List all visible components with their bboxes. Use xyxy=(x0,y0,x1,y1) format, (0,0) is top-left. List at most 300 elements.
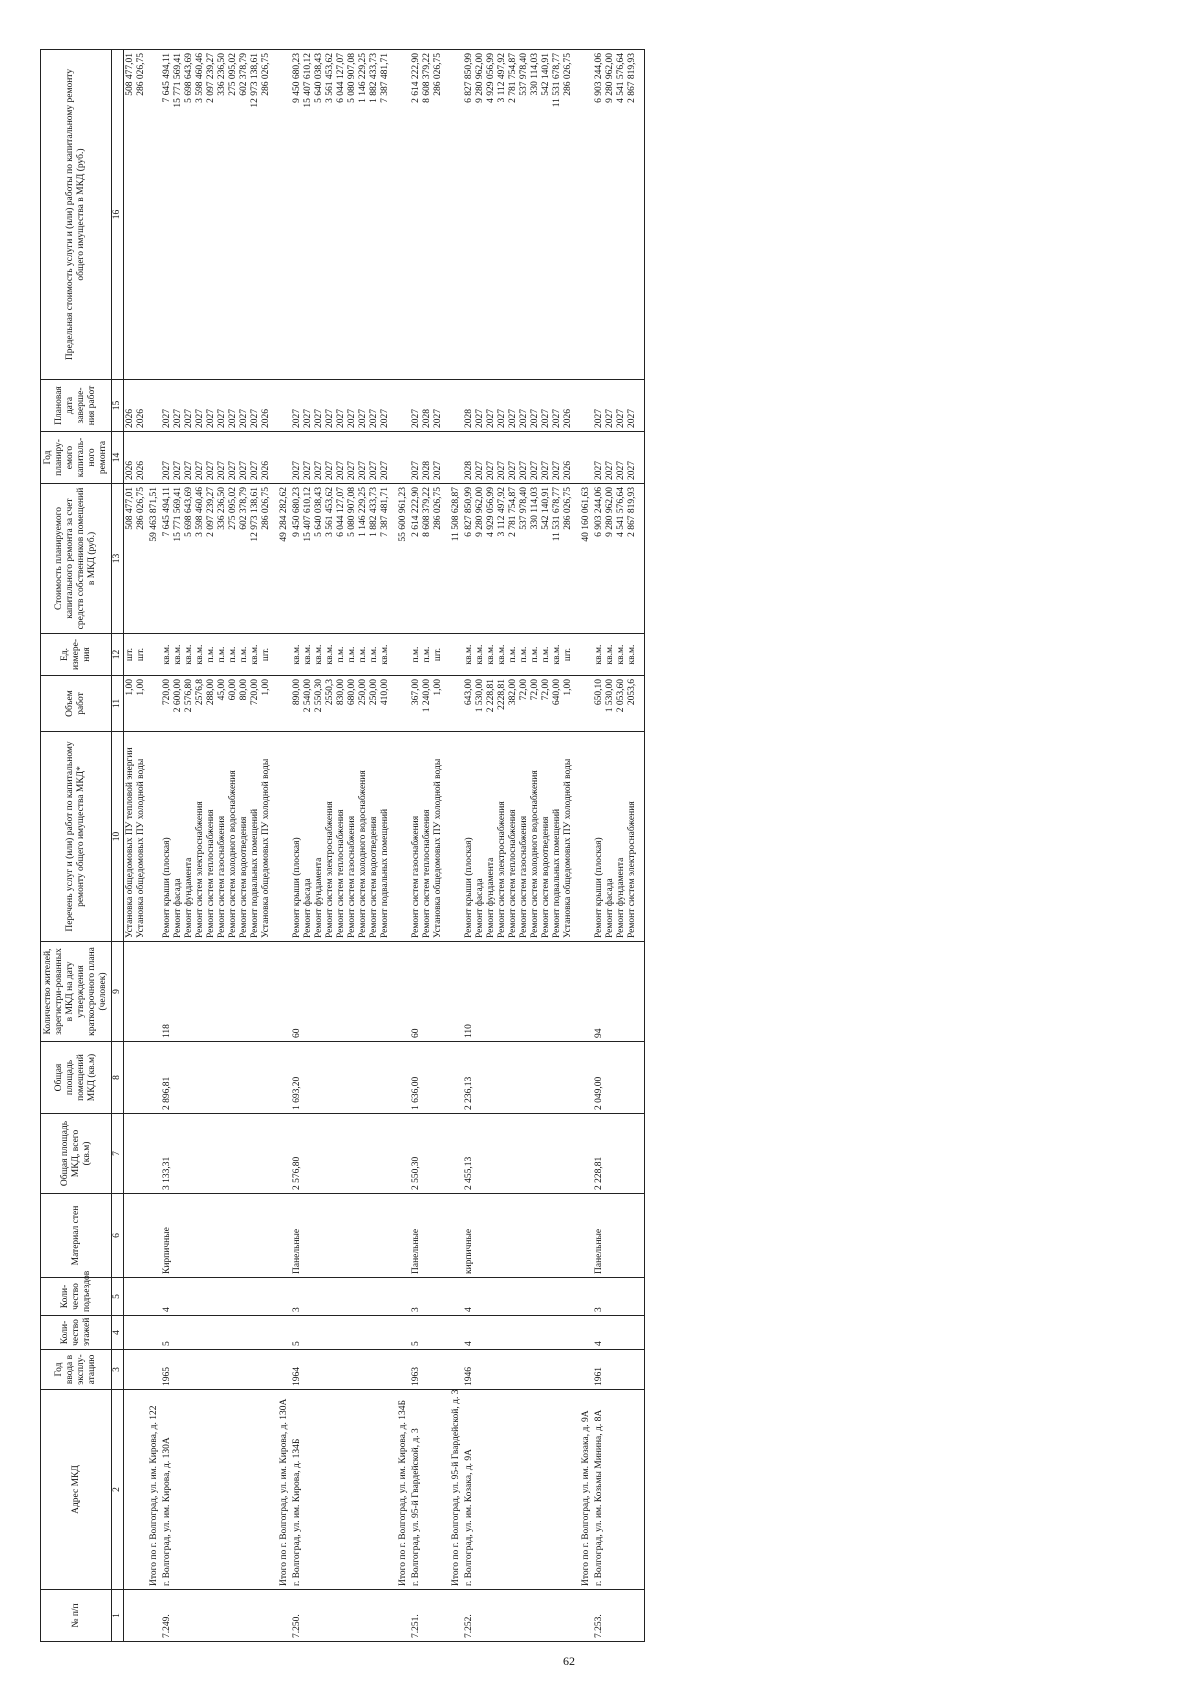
work-name: Ремонт крыши (плоская) xyxy=(162,837,172,938)
object-residents: 60 xyxy=(292,1028,302,1038)
work-unit: п.м. xyxy=(206,646,216,663)
work-year: 2027 xyxy=(594,461,604,480)
work-name: Ремонт фасада xyxy=(303,878,313,938)
work-cost: 5 080 907,08 xyxy=(347,487,357,537)
work-end: 2027 xyxy=(605,409,615,428)
object-area_rooms: 2 896,81 xyxy=(162,1076,172,1110)
work-vol: 288,00 xyxy=(206,679,216,706)
header-row xyxy=(41,50,112,1642)
work-name: Ремонт систем водоотведения xyxy=(369,816,379,938)
column-header: Предельная стоимость услуги и (или) работы по капитальному ремонту общего имущества в МКД (руб.) xyxy=(41,50,112,380)
work-cost: 508 477,01 xyxy=(125,487,135,530)
work-cost: 5 698 643,69 xyxy=(184,487,194,537)
object-residents: 110 xyxy=(464,1024,474,1038)
work-max: 286 026,75 xyxy=(563,53,573,96)
work-name: Установка общедомовых ПУ тепловой энергии xyxy=(125,747,135,938)
work-max: 2 867 819,93 xyxy=(627,53,637,103)
work-end: 2027 xyxy=(475,409,485,428)
work-vol: 382,00 xyxy=(508,679,518,706)
work-vol: 680,00 xyxy=(347,679,357,706)
work-name: Ремонт систем теплоснабжения xyxy=(206,809,216,938)
work-cost: 15 771 569,41 xyxy=(173,487,183,542)
work-year: 2027 xyxy=(497,461,507,480)
work-year: 2027 xyxy=(433,461,443,480)
object-num: 7.249. xyxy=(162,1614,172,1638)
total-cost: 49 284 282,62 xyxy=(279,487,289,542)
work-max: 1 146 229,25 xyxy=(358,53,368,103)
total-label: Итого по г. Волгоград, ул. им. Кирова, д. 130А xyxy=(279,1398,289,1586)
work-year: 2027 xyxy=(616,461,626,480)
work-end: 2027 xyxy=(250,409,260,428)
work-unit: кв.м. xyxy=(292,644,302,665)
object-year_built: 1946 xyxy=(464,1367,474,1386)
work-cost: 9 450 680,23 xyxy=(292,487,302,537)
total-label: Итого по г. Волгоград, ул. им. Кирова, д. 122 xyxy=(149,1405,159,1586)
work-max: 2 097 239,27 xyxy=(206,53,216,103)
object-residents: 118 xyxy=(162,1024,172,1038)
column-header: Коли-чество подъездов xyxy=(41,1278,112,1316)
work-name: Ремонт систем водоотведения xyxy=(239,816,249,938)
work-max: 6 827 850,99 xyxy=(464,53,474,103)
column-number: 6 xyxy=(112,1194,124,1278)
work-unit: п.м. xyxy=(519,646,529,663)
work-year: 2027 xyxy=(605,461,615,480)
work-year: 2027 xyxy=(475,461,485,480)
work-end: 2027 xyxy=(616,409,626,428)
work-name: Ремонт крыши (плоская) xyxy=(464,837,474,938)
column-header: Плановая дата заверше-ния работ xyxy=(41,380,112,432)
work-unit: шт. xyxy=(136,647,146,662)
work-name: Ремонт систем холодного водоснабжения xyxy=(358,770,368,938)
work-cost: 7 387 481,71 xyxy=(380,487,390,537)
work-unit: п.м. xyxy=(217,646,227,663)
work-end: 2028 xyxy=(422,409,432,428)
object-year_built: 1961 xyxy=(594,1367,604,1386)
work-name: Ремонт подвальных помещений xyxy=(552,808,562,938)
work-vol: 45,00 xyxy=(217,679,227,701)
work-name: Ремонт систем водоотведения xyxy=(541,816,551,938)
column-number: 8 xyxy=(112,1042,124,1114)
work-vol: 2 576,80 xyxy=(184,679,194,713)
work-unit: кв.м. xyxy=(195,644,205,665)
work-cost: 2 097 239,27 xyxy=(206,487,216,537)
work-year: 2027 xyxy=(292,461,302,480)
work-year: 2027 xyxy=(530,461,540,480)
work-max: 542 140,91 xyxy=(541,53,551,96)
table-body xyxy=(124,50,645,1642)
work-cost: 3 598 460,46 xyxy=(195,487,205,537)
column-header: Год планиру-емого капиталь-ного ремонта xyxy=(41,432,112,484)
page-number: 62 xyxy=(563,1654,575,1668)
work-max: 9 280 962,00 xyxy=(605,53,615,103)
work-vol: 2053,6 xyxy=(627,679,637,706)
work-vol: 250,00 xyxy=(358,679,368,706)
object-entrances: 3 xyxy=(292,1307,302,1312)
object-entrances: 3 xyxy=(594,1307,604,1312)
work-end: 2026 xyxy=(563,409,573,428)
work-end: 2027 xyxy=(508,409,518,428)
work-year: 2027 xyxy=(336,461,346,480)
work-end: 2027 xyxy=(552,409,562,428)
work-cost: 3 561 453,62 xyxy=(325,487,335,537)
work-name: Ремонт систем газоснабжения xyxy=(217,815,227,938)
work-unit: кв.м. xyxy=(314,644,324,665)
work-max: 1 882 433,73 xyxy=(369,53,379,103)
work-max: 12 973 138,61 xyxy=(250,53,260,108)
work-unit: шт. xyxy=(261,647,271,662)
work-cost: 336 236,50 xyxy=(217,487,227,530)
object-floors: 4 xyxy=(464,1341,474,1346)
work-max: 15 407 610,12 xyxy=(303,53,313,108)
object-area_total: 2 228,81 xyxy=(594,1156,604,1190)
work-name: Установка общедомовых ПУ холодной воды xyxy=(563,758,573,938)
work-cost: 3 112 497,92 xyxy=(497,487,507,537)
object-row xyxy=(161,50,278,1642)
work-unit: кв.м. xyxy=(162,644,172,665)
work-end: 2027 xyxy=(530,409,540,428)
work-end: 2027 xyxy=(347,409,357,428)
column-header: Коли-чество этажей xyxy=(41,1316,112,1350)
object-entrances: 4 xyxy=(464,1307,474,1312)
work-vol: 830,00 xyxy=(336,679,346,706)
work-unit: кв.м. xyxy=(325,644,335,665)
work-year: 2027 xyxy=(541,461,551,480)
work-name: Ремонт фундамента xyxy=(314,857,324,938)
object-num: 7.251. xyxy=(411,1614,421,1638)
object-floors: 5 xyxy=(292,1341,302,1346)
work-name: Ремонт систем газоснабжения xyxy=(519,815,529,938)
work-max: 2 781 754,87 xyxy=(508,53,518,103)
total-cost: 11 508 628,87 xyxy=(451,487,461,542)
total-row xyxy=(450,50,463,1642)
column-number: 5 xyxy=(112,1278,124,1316)
work-unit: кв.м. xyxy=(184,644,194,665)
work-vol: 72,00 xyxy=(530,679,540,701)
work-year: 2027 xyxy=(519,461,529,480)
work-cost: 8 608 379,22 xyxy=(422,487,432,537)
column-number: 4 xyxy=(112,1316,124,1350)
object-row xyxy=(593,50,645,1642)
total-cost: 59 463 871,51 xyxy=(149,487,159,542)
object-area_rooms: 2 236,13 xyxy=(464,1076,474,1110)
work-end: 2027 xyxy=(411,409,421,428)
work-cost: 6 903 244,06 xyxy=(594,487,604,537)
total-label: Итого по г. Волгоград, ул. им. Козака, д. 9А xyxy=(581,1410,591,1586)
object-walls: Панельные xyxy=(292,1228,302,1274)
work-cost: 286 026,75 xyxy=(136,487,146,530)
work-unit: п.м. xyxy=(411,646,421,663)
work-vol: 1 530,00 xyxy=(605,679,615,713)
work-unit: п.м. xyxy=(530,646,540,663)
object-row xyxy=(291,50,397,1642)
work-unit: кв.м. xyxy=(303,644,313,665)
work-year: 2027 xyxy=(627,461,637,480)
work-max: 336 236,50 xyxy=(217,53,227,96)
work-max: 7 645 494,11 xyxy=(162,53,172,103)
work-name: Ремонт фундамента xyxy=(486,857,496,938)
work-max: 2 614 222,90 xyxy=(411,53,421,103)
work-year: 2027 xyxy=(228,461,238,480)
object-residents: 60 xyxy=(411,1028,421,1038)
work-year: 2027 xyxy=(380,461,390,480)
column-number: 15 xyxy=(112,380,124,432)
work-unit: кв.м. xyxy=(552,644,562,665)
object-row xyxy=(463,50,580,1642)
work-unit: п.м. xyxy=(422,646,432,663)
object-address: г. Волгоград, ул. 95-й Гвардейской, д. 3 xyxy=(411,1428,421,1586)
work-end: 2027 xyxy=(336,409,346,428)
work-vol: 650,10 xyxy=(594,679,604,706)
column-number: 2 xyxy=(112,1390,124,1590)
work-vol: 367,00 xyxy=(411,679,421,706)
work-cost: 286 026,75 xyxy=(433,487,443,530)
work-name: Ремонт крыши (плоская) xyxy=(292,837,302,938)
column-header: Материал стен xyxy=(41,1194,112,1278)
work-year: 2027 xyxy=(217,461,227,480)
object-walls: Панельные xyxy=(411,1228,421,1274)
work-vol: 890,00 xyxy=(292,679,302,706)
work-year: 2027 xyxy=(325,461,335,480)
work-vol: 250,00 xyxy=(369,679,379,706)
work-name: Ремонт систем газоснабжения xyxy=(411,815,421,938)
work-name: Ремонт фундамента xyxy=(616,857,626,938)
work-vol: 1 240,00 xyxy=(422,679,432,713)
work-year: 2027 xyxy=(486,461,496,480)
work-unit: кв.м. xyxy=(594,644,604,665)
work-end: 2027 xyxy=(314,409,324,428)
top-continuation-row xyxy=(124,50,149,1642)
work-name: Ремонт систем газоснабжения xyxy=(347,815,357,938)
object-area_rooms: 1 636,00 xyxy=(411,1076,421,1110)
work-max: 9 450 680,23 xyxy=(292,53,302,103)
work-max: 9 280 962,00 xyxy=(475,53,485,103)
work-name: Ремонт фундамента xyxy=(184,857,194,938)
work-year: 2027 xyxy=(239,461,249,480)
work-unit: кв.м. xyxy=(616,644,626,665)
work-end: 2027 xyxy=(206,409,216,428)
work-year: 2027 xyxy=(303,461,313,480)
work-vol: 2 053,60 xyxy=(616,679,626,713)
work-max: 286 026,75 xyxy=(136,53,146,96)
capital-repair-plan-table xyxy=(40,49,645,1642)
object-walls: кирпичные xyxy=(464,1228,474,1274)
total-row xyxy=(278,50,291,1642)
column-number: 16 xyxy=(112,50,124,380)
work-max: 508 477,01 xyxy=(125,53,135,96)
object-num: 7.252. xyxy=(464,1614,474,1638)
work-max: 3 112 497,92 xyxy=(497,53,507,103)
work-cost: 602 378,79 xyxy=(239,487,249,530)
work-year: 2026 xyxy=(136,461,146,480)
work-name: Ремонт фасада xyxy=(475,878,485,938)
work-year: 2028 xyxy=(464,461,474,480)
work-end: 2027 xyxy=(627,409,637,428)
total-cost: 55 600 961,23 xyxy=(398,487,408,542)
work-end: 2027 xyxy=(358,409,368,428)
work-cost: 537 978,40 xyxy=(519,487,529,530)
column-header: Общая площадь помещений МКД (кв.м) xyxy=(41,1042,112,1114)
work-max: 275 095,02 xyxy=(228,53,238,96)
column-header: Перечень услуг и (или) работ по капитальному ремонту общего имущества МКД* xyxy=(41,732,112,942)
work-max: 8 608 379,22 xyxy=(422,53,432,103)
work-end: 2027 xyxy=(228,409,238,428)
work-cost: 1 146 229,25 xyxy=(358,487,368,537)
work-vol: 1,00 xyxy=(136,679,146,696)
work-vol: 2576,8 xyxy=(195,679,205,706)
column-number: 13 xyxy=(112,484,124,634)
work-max: 5 698 643,69 xyxy=(184,53,194,103)
work-vol: 2550,3 xyxy=(325,679,335,706)
work-cost: 2 614 222,90 xyxy=(411,487,421,537)
work-unit: шт. xyxy=(433,647,443,662)
work-vol: 2228,81 xyxy=(497,679,507,710)
work-max: 6 044 127,07 xyxy=(336,53,346,103)
work-max: 5 080 907,08 xyxy=(347,53,357,103)
work-unit: шт. xyxy=(125,647,135,662)
work-cost: 6 827 850,99 xyxy=(464,487,474,537)
work-name: Ремонт фасада xyxy=(605,878,615,938)
column-number: 9 xyxy=(112,942,124,1042)
work-cost: 2 781 754,87 xyxy=(508,487,518,537)
work-unit: п.м. xyxy=(541,646,551,663)
work-max: 4 929 056,99 xyxy=(486,53,496,103)
work-name: Ремонт систем теплоснабжения xyxy=(422,809,432,938)
object-area_total: 2 455,13 xyxy=(464,1156,474,1190)
work-unit: п.м. xyxy=(228,646,238,663)
object-floors: 5 xyxy=(162,1341,172,1346)
work-name: Ремонт крыши (плоская) xyxy=(594,837,604,938)
work-end: 2027 xyxy=(594,409,604,428)
work-end: 2027 xyxy=(173,409,183,428)
work-year: 2026 xyxy=(125,461,135,480)
work-cost: 330 114,03 xyxy=(530,487,540,530)
work-vol: 1,00 xyxy=(125,679,135,696)
work-end: 2027 xyxy=(519,409,529,428)
work-vol: 72,00 xyxy=(519,679,529,701)
column-number: 10 xyxy=(112,732,124,942)
rotated-page xyxy=(40,50,1142,1642)
work-max: 286 026,75 xyxy=(433,53,443,96)
object-year_built: 1964 xyxy=(292,1367,302,1386)
work-unit: шт. xyxy=(563,647,573,662)
work-end: 2027 xyxy=(433,409,443,428)
object-entrances: 4 xyxy=(162,1307,172,1312)
object-area_total: 2 550,30 xyxy=(411,1156,421,1190)
work-unit: кв.м. xyxy=(173,644,183,665)
work-end: 2027 xyxy=(486,409,496,428)
work-cost: 9 280 962,00 xyxy=(605,487,615,537)
column-header: Количество жителей, зарегистри-рованных в МКД на дату утверждения краткосрочного плана (человек) xyxy=(41,942,112,1042)
total-row xyxy=(148,50,161,1642)
total-row xyxy=(397,50,410,1642)
work-end: 2027 xyxy=(162,409,172,428)
work-year: 2027 xyxy=(184,461,194,480)
work-vol: 60,00 xyxy=(228,679,238,701)
work-max: 15 771 569,41 xyxy=(173,53,183,108)
work-cost: 4 929 056,99 xyxy=(486,487,496,537)
work-unit: кв.м. xyxy=(486,644,496,665)
work-max: 7 387 481,71 xyxy=(380,53,390,103)
column-number: 3 xyxy=(112,1350,124,1390)
object-address: г. Волгоград, ул. им. Кирова, д. 130А xyxy=(162,1437,172,1586)
work-unit: п.м. xyxy=(336,646,346,663)
work-unit: п.м. xyxy=(358,646,368,663)
work-end: 2026 xyxy=(261,409,271,428)
object-residents: 94 xyxy=(594,1028,604,1038)
work-max: 286 026,75 xyxy=(261,53,271,96)
work-unit: п.м. xyxy=(347,646,357,663)
work-vol: 1,00 xyxy=(563,679,573,696)
total-label: Итого по г. Волгоград, ул. 95-й Гвардейской, д. 3 xyxy=(451,1389,461,1586)
object-area_rooms: 1 693,20 xyxy=(292,1076,302,1110)
work-cost: 11 531 678,77 xyxy=(552,487,562,542)
work-cost: 286 026,75 xyxy=(261,487,271,530)
work-cost: 1 882 433,73 xyxy=(369,487,379,537)
column-header: Ед. измере-ния xyxy=(41,634,112,676)
work-max: 537 978,40 xyxy=(519,53,529,96)
work-year: 2027 xyxy=(206,461,216,480)
work-name: Ремонт систем холодного водоснабжения xyxy=(228,770,238,938)
work-unit: кв.м. xyxy=(250,644,260,665)
work-year: 2027 xyxy=(358,461,368,480)
column-header: Адрес МКД xyxy=(41,1390,112,1590)
work-max: 330 114,03 xyxy=(530,53,540,96)
work-vol: 72,00 xyxy=(541,679,551,701)
work-cost: 5 640 038,43 xyxy=(314,487,324,537)
work-year: 2027 xyxy=(195,461,205,480)
column-number: 1 xyxy=(112,1590,124,1642)
object-row xyxy=(410,50,450,1642)
column-header: Год ввода в эксплу-атацию xyxy=(41,1350,112,1390)
work-unit: кв.м. xyxy=(464,644,474,665)
object-area_total: 2 576,80 xyxy=(292,1156,302,1190)
object-address: г. Волгоград, ул. им. Козака, д. 9А xyxy=(464,1448,474,1586)
work-max: 602 378,79 xyxy=(239,53,249,96)
work-end: 2027 xyxy=(541,409,551,428)
object-address: г. Волгоград, ул. им. Козьмы Минина, д. 8А xyxy=(594,1409,604,1586)
object-entrances: 3 xyxy=(411,1307,421,1312)
work-cost: 542 140,91 xyxy=(541,487,551,530)
work-cost: 15 407 610,12 xyxy=(303,487,313,542)
work-name: Ремонт систем теплоснабжения xyxy=(508,809,518,938)
work-max: 5 640 038,43 xyxy=(314,53,324,103)
object-num: 7.250. xyxy=(292,1614,302,1638)
work-end: 2027 xyxy=(239,409,249,428)
work-end: 2026 xyxy=(125,409,135,428)
work-vol: 643,00 xyxy=(464,679,474,706)
work-name: Ремонт подвальных помещений xyxy=(250,808,260,938)
work-unit: кв.м. xyxy=(497,644,507,665)
work-vol: 2 600,00 xyxy=(173,679,183,713)
work-max: 3 561 453,62 xyxy=(325,53,335,103)
column-number: 14 xyxy=(112,432,124,484)
object-walls: Кирпичные xyxy=(162,1227,172,1274)
work-name: Установка общедомовых ПУ холодной воды xyxy=(136,758,146,938)
work-name: Ремонт систем электроснабжения xyxy=(627,801,637,938)
work-end: 2027 xyxy=(303,409,313,428)
object-area_total: 3 133,31 xyxy=(162,1156,172,1190)
work-cost: 12 973 138,61 xyxy=(250,487,260,542)
work-name: Ремонт систем электроснабжения xyxy=(497,801,507,938)
column-number: 11 xyxy=(112,676,124,732)
object-address: г. Волгоград, ул. им. Кирова, д. 134Б xyxy=(292,1438,302,1586)
work-year: 2027 xyxy=(162,461,172,480)
work-year: 2027 xyxy=(508,461,518,480)
work-year: 2027 xyxy=(369,461,379,480)
work-vol: 640,00 xyxy=(552,679,562,706)
work-name: Ремонт подвальных помещений xyxy=(380,808,390,938)
object-area_rooms: 2 049,00 xyxy=(594,1076,604,1110)
